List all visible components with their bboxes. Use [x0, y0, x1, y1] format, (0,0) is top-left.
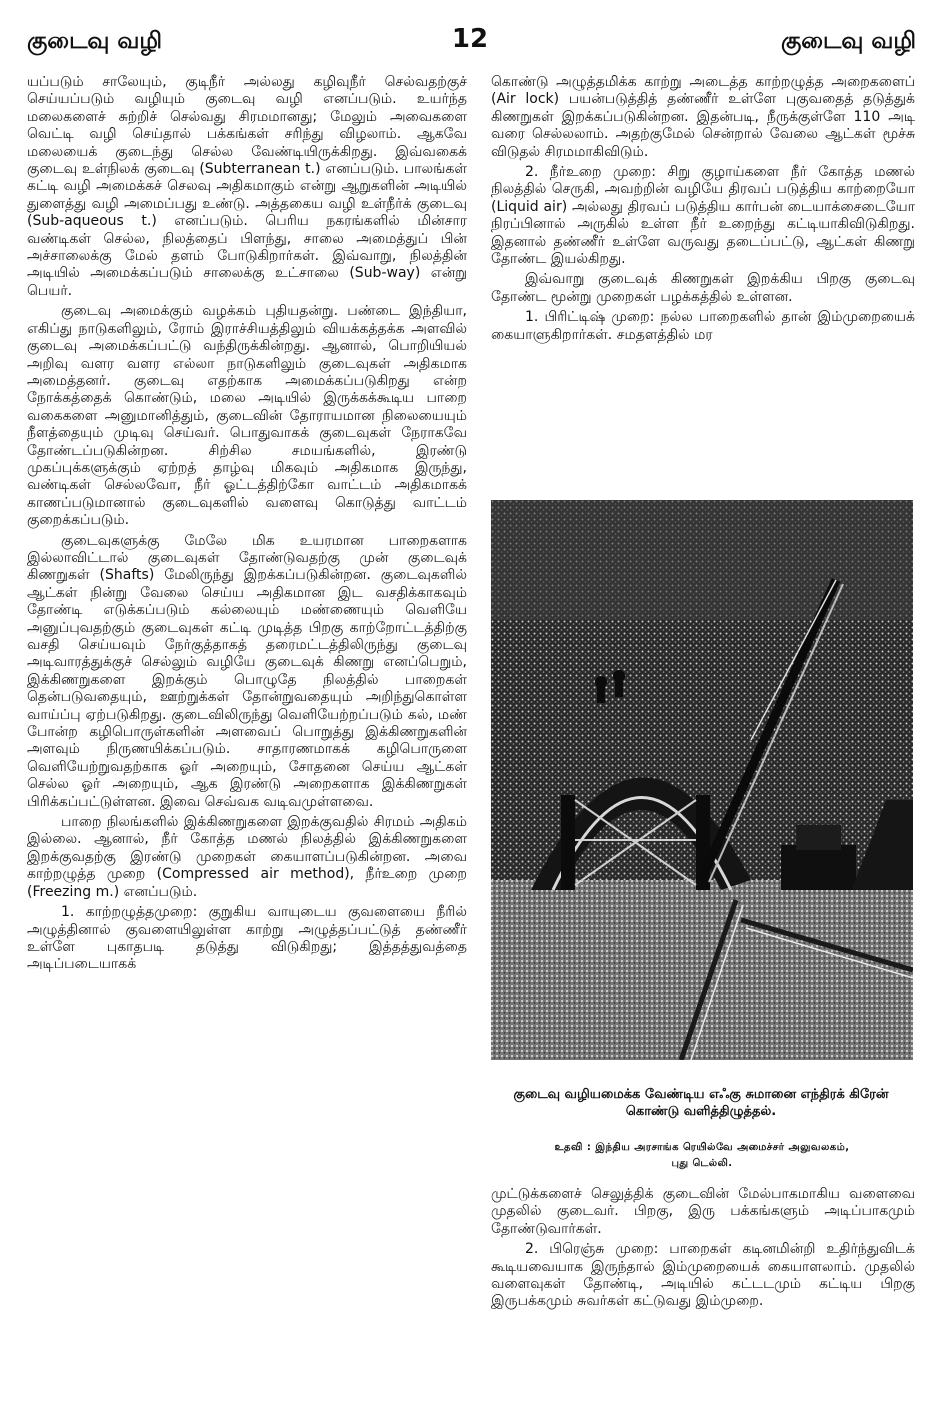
left-column — [27, 74, 467, 974]
paragraph: இவ்வாறு குடைவுக் கிணறுகள் இறக்கிய பிறகு குடைவு தோண்ட மூன்று முறைகள் பழக்கத்தில் உள்ளன. — [491, 271, 915, 305]
right-column-bottom — [491, 1186, 915, 1311]
credit-line: உதவி : இந்திய அரசாங்க ரெயில்வே அமைச்சர் அலுவலகம், — [554, 1142, 850, 1153]
paragraph: குடைவு அமைக்கும் வழக்கம் புதியதன்று. பண்டை இந்தியா, எகிப்து நாடுகளிலும், ரோம் இராச்சியத்திலும் வியக்கத்தக்க அளவில் குடைவு அமைக்கப்பட்டு வந்திருக்கின்றது. ஆனால், பொறியியல் அறிவு வளர வளர எல்லா நாடுகளிலும் குடைவுகள் அதிகமாக அமைத்தனர். குடைவு எதற்காக அமைக்கப்படுகிறது என்ற நோக்கத்தைக் கொண்டும், மலை அடியில் இருக்கக்கூடிய பாறை வகைகளை அனுமானித்தும், குடைவின் தோராயமான நிலையையும் நீளத்தையும் முடிவு செய்வர். பொதுவாகக் குடைவுகள் நேராகவே தோண்டப்படுகின்றன. சிற்சில சமயங்களில், இரண்டு முகப்புக்களுக்கும் ஏற்றத் தாழ்வு மிகவும் அதிகமாக இருந்து, வண்டிகள் செல்லவோ, நீர் ஓட்டத்திற்கோ வாட்டம் அதிகமாகக் காணப்படுமானால் குடைவுகளில் வளைவு கொடுத்து வாட்டம் குறைக்கப்படும். — [27, 303, 467, 529]
figure-credit — [496, 1140, 908, 1172]
paragraph: யப்படும் சாலேயும், குடிநீர் அல்லது கழிவுநீர் செல்வதற்குச் செய்யப்படும் வழியும் குடைவு வழி எனப்படும். உயர்ந்த மலைகளைச் சுற்றிச் செல்வது சிரமமானது; மேலும் அவைகளை வெட்டி வழி செய்தால் பக்கங்கள் சரிந்து விழலாம். ஆகவே மலையைக் குடைந்து செல்ல வேண்டியிருக்கிறது. இவ்வகைக் குடைவு உள்நிலக் குடைவு (Subterranean t.) எனப்படும். பாலங்கள் கட்டி வழி அமைக்கச் செலவு அதிகமாகும் என்று ஆறுகளின் அடியில் துளைத்து வழி அமைப்பது உண்டு. அத்தகைய வழி உள்நீர்க் குடைவு (Sub-aqueous t.) எனப்படும். பெரிய நகரங்களில் மின்சார வண்டிகள் செல்ல, நிலத்தைப் பிளந்து, சாலை அமைத்துப் பின் அச்சாலைக்கு மேல் தளம் போடுகிறார்கள். இவ்வாறு, நிலத்தின் அடியில் அமைக்கப்படும் சாலைக்கு உட்சாலை (Sub-way) என்று பெயர். — [27, 74, 467, 299]
credit-line: புது டெல்லி. — [671, 1158, 733, 1169]
paragraph: 2. பிரெஞ்சு முறை: பாறைகள் கடினமின்றி உதிர்ந்துவிடக் கூடியவையாக இருந்தால் இம்முறையைக் கையாளலாம். முதலில் வளைவுகள் தோண்டி, அடியில் கட்டடமும் கட்டிய பிறகு இருபக்கமும் சுவர்கள் கட்டுவது இம்முறை. — [491, 1241, 915, 1310]
paragraph: 1. பிரிட்டிஷ் முறை: நல்ல பாறைகளில் தான் இம்முறையைக் கையாளுகிறார்கள். சமதளத்தில் மர — [491, 309, 915, 343]
tunnel-crane-photo — [491, 500, 913, 1060]
paragraph: முட்டுக்களைச் செலுத்திக் குடைவின் மேல்பாகமாகிய வளைவை முதலில் குடைவர். பிறகு, இரு பக்கங்களும் அடிப்பாகமும் தோண்டுவார்கள். — [491, 1186, 915, 1237]
page-number: 12 — [451, 24, 489, 54]
figure-caption: குடைவு வழியமைக்க வேண்டிய எஃகு சுமானை எந்திரக் கிரேன் கொண்டு வளித்திழுத்தல். — [513, 1087, 889, 1119]
photo-illustration — [491, 500, 913, 1060]
paragraph: 1. காற்றழுத்தமுறை: குறுகிய வாயுடைய குவளையை நீரில் அழுத்தினால் குவளையிலுள்ள காற்று அழுத்தப்பட்டுத் தண்ணீர் உள்ளே புகாதபடி தடுத்து விடுகிறது; இத்தத்துவத்தை அடிப்படையாகக் — [27, 904, 467, 973]
paragraph: கொண்டு அழுத்தமிக்க காற்று அடைத்த காற்றழுத்த அறைகளைப் (Air lock) பயன்படுத்தித் தண்ணீர் உள்ளே புகுவதைத் தடுத்துக் கிணறுகள் இறக்கப்படுகின்றன. இதன்படி, நீருக்குள்ளே 110 அடி வரை செல்லலாம். அதற்குமேல் சென்றால் வேலை ஆட்கள் மூச்சு விடுதல் சிரமமாகிவிடும். — [491, 74, 915, 160]
running-header-right: குடைவு வழி — [780, 28, 916, 54]
paragraph: குடைவுகளுக்கு மேலே மிக உயரமான பாறைகளாக இல்லாவிட்டால் குடைவுகள் தோண்டுவதற்கு முன் குடைவுக் கிணறுகள் (Shafts) மேலிருந்து இறக்கப்படுகின்றன. குடைவுகளில் ஆட்கள் நின்று வேலை செய்ய அதிகமான இட வசதிக்காகவும் தோண்டி எடுக்கப்படும் கல்லையும் மண்ணையும் வெளியே அனுப்புவதற்கும் குடைவுகள் கட்டி முடித்த பிறகு காற்றோட்டத்திற்கு வசதி செய்யவும் நேர்குத்தாகத் தரைமட்டத்திலிருந்து குடைவு அடிவாரத்துக்குச் செல்லும் வழியே குடைவுக் கிணறு எனப்பெறும், இக்கிணறுகளை இறக்கும் பொழுதே நிலத்தில் பாறைகள் தென்படுவதையும், ஊற்றுக்கள் தோன்றுவதையும் அறிந்துகொள்ள வாய்ப்பு ஏற்படுகிறது. குடைவிலிருந்து வெளியேற்றப்படும் கல், மண் போன்ற கழிபொருள்களின் அளவைப் பொறுத்து இக்கிணறுகளின் அளவும் நிருணயிக்கப்படும். சாதாரணமாகக் கழிபொருளை வெளியேற்றுவதற்காக ஓர் அறையும், சோதனை செய்ய ஆட்கள் செல்ல ஓர் அறையும், ஆக இரண்டு அறைகளாக இக்கிணறுகள் பிரிக்கப்பட்டுள்ளன. இவை செவ்வக வடிவமுள்ளவை. — [27, 532, 467, 810]
right-column-top — [491, 74, 915, 344]
paragraph: 2. நீர்உறை முறை: சிறு குழாய்களை நீர் கோத்த மணல் நிலத்தில் செருகி, அவற்றின் வழியே திரவப் படுத்திய காற்றையோ (Liquid air) அல்லது திரவப் படுத்திய கார்பன் டையாக்சைடையோ நிரப்பினால் அருகில் உள்ள நீர் உறைந்து கட்டியாகிவிடுகிறது. இதனால் தண்ணீர் உள்ளே வருவது தடைப்பட்டு, ஆட்கள் கிணறு தோண்ட இயல்கிறது. — [491, 164, 915, 268]
running-header-left: குடைவு வழி — [27, 28, 163, 54]
paragraph: பாறை நிலங்களில் இக்கிணறுகளை இறக்குவதில் சிரமம் அதிகம் இல்லை. ஆனால், நீர் கோத்த மணல் நிலத்தில் இக்கிணறுகளை இறக்குவதற்கு இரண்டு முறைகள் கையாளப்படுகின்றன. அவை காற்றழுத்த முறை (Compressed air method), நீர்உறை முறை (Freezing m.) எனப்படும். — [27, 814, 467, 900]
